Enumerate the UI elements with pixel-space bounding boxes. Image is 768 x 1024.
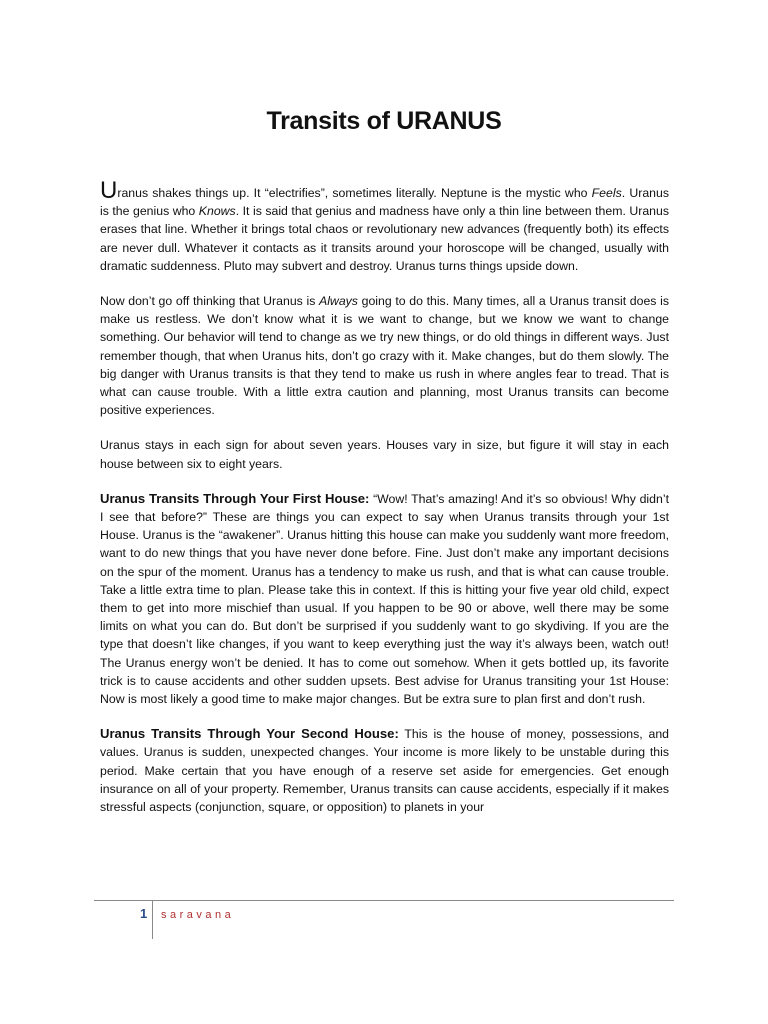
document-body — [100, 177, 670, 833]
paragraph-first-house: Uranus Transits Through Your First House: “Wow! That’s amazing! And it’s so obvious! Why didn’t I see that before?” These are things you can expect to say when Uranus transits through your 1st House. Uranus is the “awakener”. Uranus hitting this house can make you suddenly want more freedom, want to do new things that you have never done before. Fine. Just don’t make any important decisions on the spur of the moment. Uranus has a tendency to make us rush, and that is what can cause trouble. Take a little extra time to plan. Please take this in context. If this is hitting your five year old child, expect them to get into more mischief than usual. If you happen to be 90 or above, well there may be some limits on what you can do. But don’t be surprised if you suddenly want to go skydiving. If you are the type that doesn’t like changes, if you want to keep everything just the way it’s always been, watch out! The Uranus energy won’t be denied. It has to come out somehow. When it gets bottled up, its favorite trick is to cause accidents and other sudden upsets. Best advise for Uranus transiting your 1st House: Now is most likely a good time to make major changes. But be extra sure to plan first and don’t rush. — [100, 490, 669, 707]
section-heading-first-house: Uranus Transits Through Your First House: — [100, 490, 370, 506]
page-number: 1 — [140, 906, 148, 921]
page-title: Transits of URANUS — [266, 107, 502, 135]
drop-cap: U — [100, 177, 118, 204]
paragraph-duration: Uranus stays in each sign for about seven years. Houses vary in size, but figure it will stay in each house between six to eight years. — [100, 438, 669, 471]
footer-author: saravana — [161, 909, 235, 921]
footer-divider — [94, 900, 674, 901]
section-heading-second-house: Uranus Transits Through Your Second House: — [100, 726, 399, 742]
paragraph-caution: Now don’t go off thinking that Uranus is Always going to do this. Many times, all a Uranus transit does is make us restless. We don’t know what it is we want to change, but we know we want to change something. Our behavior will tend to change as we try new things, or do old things in different ways. Just remember though, that when Uranus hits, don’t go crazy with it. Make changes, but do them slowly. The big danger with Uranus transits is that they tend to make us rush in where angles fear to tread. That is what can cause trouble. With a little extra caution and planning, most Uranus transits can become positive experiences. — [100, 294, 669, 418]
paragraph-intro: Uranus shakes things up. It “electrifies”, sometimes literally. Neptune is the mystic who Feels. Uranus is the genius who Knows. It is said that genius and madness have only a thin line between them. Uranus erases that line. Whether it brings total chaos or revolutionary new advances (frequently both) its effects are never dull. Whatever it contacts as it transits around your horoscope will be changed, usually with dramatic suddenness. Pluto may subvert and destroy. Uranus turns things upside down. — [100, 177, 669, 273]
paragraph-second-house: Uranus Transits Through Your Second House: This is the house of money, possessions, and values. Uranus is sudden, unexpected changes. Your income is more likely to be unstable during this period. Make certain that you have enough of a reserve set aside for emergencies. Get enough insurance on all of your property. Remember, Uranus transits can cause accidents, especially if it makes stressful aspects (conjunction, square, or opposition) to planets in your — [100, 726, 670, 815]
footer-vertical-divider — [152, 901, 153, 939]
